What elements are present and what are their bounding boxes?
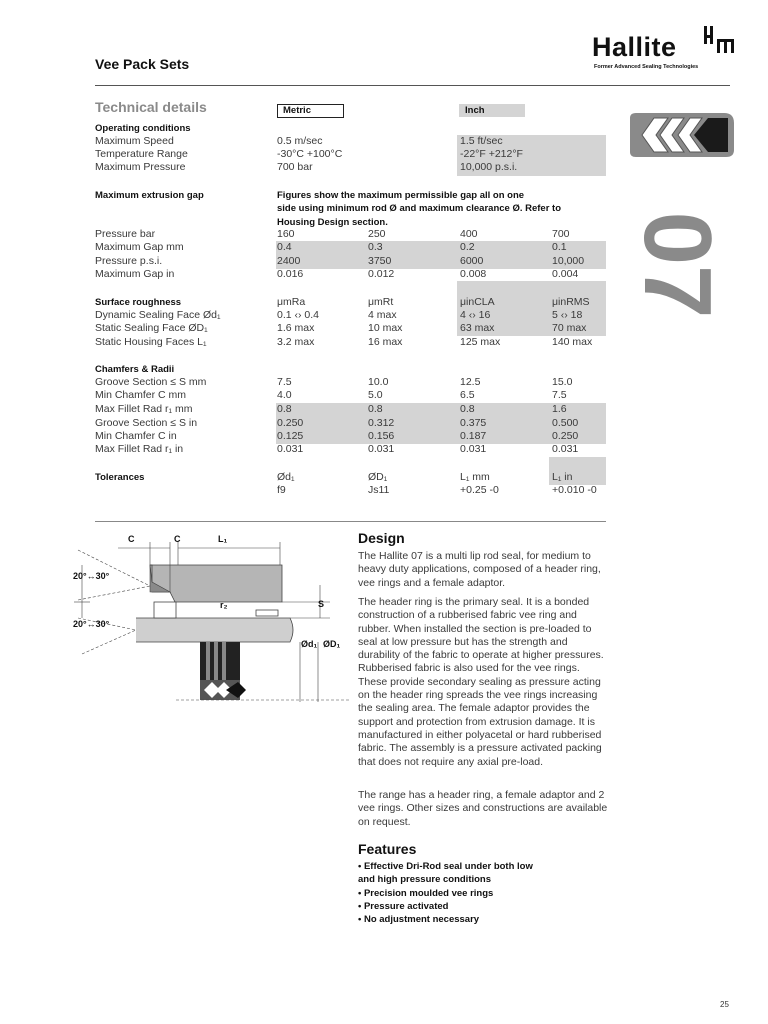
brand-mark-icon	[702, 24, 736, 58]
brand-logo	[592, 22, 737, 74]
col-header: μinRMS	[552, 296, 590, 308]
design-paragraph-3: The range has a header ring, a female adaptor and 2 vee rings. Other sizes and constructions are available on request.	[358, 789, 608, 828]
row-label: Static Housing Faces L₁	[95, 336, 207, 348]
cell: 12.5	[460, 376, 481, 388]
cell: 700	[552, 228, 570, 240]
diagram-svg	[70, 530, 355, 720]
brand-name: Hallite	[592, 32, 677, 62]
cell: 250	[368, 228, 386, 240]
cell: 0.187	[460, 430, 487, 442]
cell: 7.5	[552, 389, 567, 401]
feature-item: • Effective Dri-Rod seal under both low	[358, 861, 533, 872]
extrusion-note: side using minimum rod Ø and maximum clearance Ø. Refer to	[277, 203, 562, 214]
cell: 0.250	[277, 417, 304, 429]
col-header: μmRt	[368, 296, 394, 308]
row-label: Maximum Gap mm	[95, 241, 184, 253]
inch-header: Inch	[459, 104, 525, 117]
design-title: Design	[358, 530, 405, 546]
cell: 0.1 ‹› 0.4	[277, 309, 320, 321]
row-label: Min Chamfer C mm	[95, 389, 187, 401]
cell: 400	[460, 228, 478, 240]
col-header: Ød₁	[277, 471, 295, 483]
design-paragraph-2: The header ring is the primary seal. It is a bonded construction of a rubberised fabric vee ring and rubber. When installed the section is pre-loaded to seal at low pressure but has the strength and durability of the fabric to operate at higher pressures. Rubberised fabric is also used for the vee rings. These provide secondary sealing as pressure acting on the header ring spreads the vee rings increasing the sealing area. The female adaptor provides the support and protection from extrusion damage. It is manufactured in either polyacetal or hard rubberised fabric. The assembly is a pressure activated packing that does not require any axial pre-load.	[358, 596, 604, 768]
row-label: Temperature Range	[95, 148, 188, 160]
cell: 1.6 max	[277, 322, 315, 334]
cell: 0.8	[460, 403, 475, 415]
cell: 4 max	[368, 309, 397, 321]
row-label: Static Sealing Face ØD₁	[95, 322, 208, 334]
label-s: S	[318, 599, 325, 609]
col-header: L₁ mm	[460, 471, 490, 483]
cell: 3.2 max	[277, 336, 315, 348]
surface-roughness-heading: Surface roughness	[95, 297, 182, 308]
installation-diagram	[70, 530, 355, 720]
operating-conditions-heading: Operating conditions	[95, 123, 191, 134]
cell: 0.031	[277, 443, 304, 455]
cell: Js11	[368, 484, 390, 496]
cell: 6000	[460, 255, 484, 267]
cell: f9	[277, 484, 286, 496]
page-number: 25	[720, 1000, 729, 1009]
cell: +0.25 -0	[460, 484, 499, 496]
row-label: Maximum Pressure	[95, 161, 186, 173]
row-label: Maximum Gap in	[95, 268, 175, 280]
cell: 70 max	[552, 322, 587, 334]
label-c1: C	[128, 534, 135, 544]
cell: 0.375	[460, 417, 487, 429]
extrusion-note: Figures show the maximum permissible gap all on one	[277, 190, 525, 201]
metric-header: Metric	[277, 104, 344, 118]
cell: 5 ‹› 18	[552, 309, 583, 321]
cell: 0.3	[368, 241, 383, 253]
design-paragraph-1: The Hallite 07 is a multi lip rod seal, for medium to heavy duty applications, composed of a header ring, vee rings and a female adaptor.	[358, 550, 601, 589]
feature-item: and high pressure conditions	[358, 874, 492, 885]
cell: 0.008	[460, 268, 487, 280]
cell: 5.0	[368, 389, 383, 401]
features-title: Features	[358, 841, 417, 857]
series-number	[620, 205, 740, 330]
cell: 0.012	[368, 268, 395, 280]
header-rule	[95, 85, 730, 86]
cell: 0.1	[552, 241, 567, 253]
vee-pack-product-icon	[628, 110, 736, 160]
cell: 0.125	[277, 430, 304, 442]
row-label: Pressure bar	[95, 228, 156, 240]
cell: 2400	[277, 255, 301, 267]
row-label: Dynamic Sealing Face Ød₁	[95, 309, 221, 321]
cell: 0.8	[277, 403, 292, 415]
cell: 4.0	[277, 389, 292, 401]
label-od1: Ød₁	[301, 639, 318, 649]
cell: 4 ‹› 16	[460, 309, 491, 321]
cell: 0.031	[368, 443, 395, 455]
cell: 0.031	[460, 443, 487, 455]
page-header-title: Vee Pack Sets	[95, 56, 190, 72]
cell: 15.0	[552, 376, 573, 388]
cell: 16 max	[368, 336, 403, 348]
col-header: μinCLA	[460, 296, 495, 308]
row-label: Max Fillet Rad r₁ mm	[95, 403, 193, 415]
brand-tagline: Former Advanced Sealing Technologies	[594, 64, 699, 70]
cell: 10.0	[368, 376, 389, 388]
cell: 0.031	[552, 443, 579, 455]
chamfers-heading: Chamfers & Radii	[95, 364, 175, 375]
col-header: ØD₁	[368, 471, 388, 483]
label-angle1: 20°↔30°	[73, 571, 110, 581]
col-header: L₁ in	[552, 471, 573, 483]
cell: +0.010 -0	[552, 484, 597, 496]
cell: 0.156	[368, 430, 395, 442]
cell: 63 max	[460, 322, 495, 334]
series-number-text: 07	[624, 211, 731, 319]
label-l1: L₁	[218, 534, 228, 544]
technical-details-title: Technical details	[95, 99, 207, 115]
row-label: Max Fillet Rad r₁ in	[95, 443, 184, 455]
row-metric: -30°C +100°C	[277, 148, 343, 160]
cell: 0.500	[552, 417, 579, 429]
cell: 10 max	[368, 322, 403, 334]
cell: 3750	[368, 255, 392, 267]
row-inch: 10,000 p.s.i.	[460, 161, 518, 173]
label-oD1: ØD₁	[323, 639, 341, 649]
cell: 0.312	[368, 417, 395, 429]
label-r2: r₂	[220, 600, 228, 610]
cell: 1.6	[552, 403, 567, 415]
row-metric: 700 bar	[277, 161, 313, 173]
extrusion-gap-heading: Maximum extrusion gap	[95, 190, 204, 201]
cell: 0.8	[368, 403, 383, 415]
cell: 160	[277, 228, 295, 240]
feature-item: • Precision moulded vee rings	[358, 888, 494, 899]
label-c2: C	[174, 534, 181, 544]
feature-item: • No adjustment necessary	[358, 914, 480, 925]
cell: 10,000	[552, 255, 585, 267]
cell: 0.2	[460, 241, 475, 253]
row-inch: 1.5 ft/sec	[460, 135, 503, 147]
cell: 0.4	[277, 241, 292, 253]
cell: 7.5	[277, 376, 292, 388]
row-label: Groove Section ≤ S in	[95, 417, 198, 429]
col-header: μmRa	[277, 296, 306, 308]
row-label: Pressure p.s.i.	[95, 255, 163, 267]
feature-item: • Pressure activated	[358, 901, 449, 912]
cell: 0.016	[277, 268, 304, 280]
cell: 125 max	[460, 336, 501, 348]
cell: 140 max	[552, 336, 593, 348]
row-label: Groove Section ≤ S mm	[95, 376, 207, 388]
label-angle2: 20°↔30°	[73, 619, 110, 629]
extrusion-note: Housing Design section.	[277, 217, 388, 228]
row-label: Min Chamfer C in	[95, 430, 177, 442]
row-metric: 0.5 m/sec	[277, 135, 323, 147]
row-label: Maximum Speed	[95, 135, 174, 147]
row-inch: -22°F +212°F	[460, 148, 523, 160]
cell: 6.5	[460, 389, 475, 401]
tolerances-heading: Tolerances	[95, 472, 145, 483]
cell: 0.250	[552, 430, 579, 442]
section-rule	[95, 521, 606, 522]
cell: 0.004	[552, 268, 579, 280]
